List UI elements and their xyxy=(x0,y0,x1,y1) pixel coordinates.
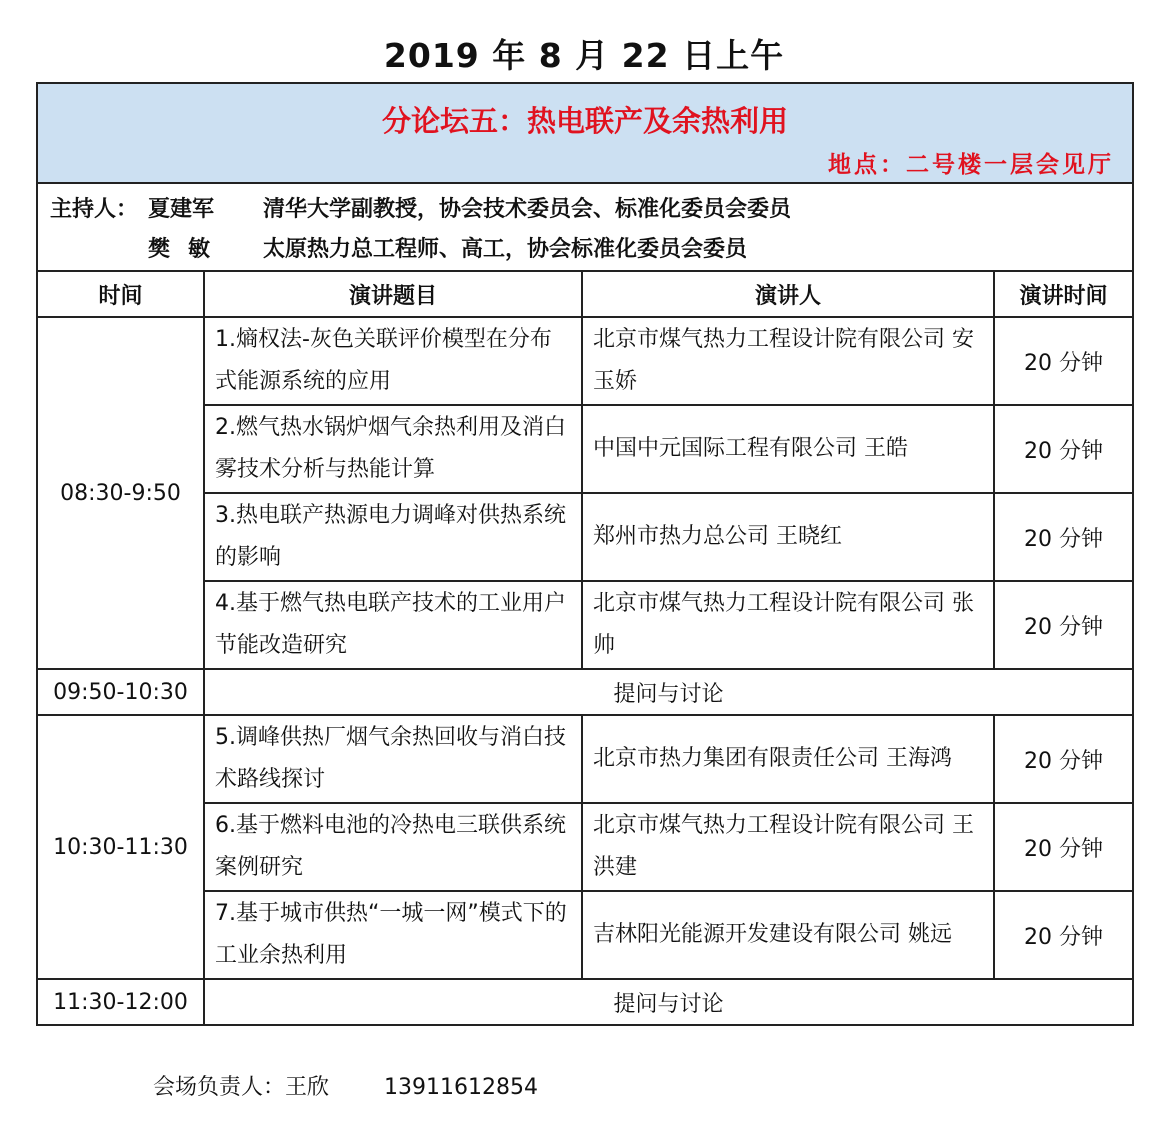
talk-topic: 7.基于城市供热“一城一网”模式下的工业余热利用 xyxy=(204,891,582,979)
talk-duration: 20 分钟 xyxy=(994,493,1133,581)
host-line xyxy=(38,227,1132,267)
talk-speaker: 北京市煤气热力工程设计院有限公司 安玉娇 xyxy=(582,317,994,405)
host-title: 清华大学副教授，协会技术委员会、标准化委员会委员 xyxy=(263,196,792,222)
talk-speaker: 郑州市热力总公司 王晓红 xyxy=(582,493,994,581)
header-time: 时间 xyxy=(37,271,204,317)
forum-banner-row xyxy=(37,83,1133,183)
talk-duration: 20 分钟 xyxy=(994,715,1133,803)
host-name: 樊敏 xyxy=(148,236,229,262)
session-time: 10:30-11:30 xyxy=(37,715,204,979)
venue-contact xyxy=(153,1070,538,1101)
header-speaker: 演讲人 xyxy=(582,271,994,317)
venue-label: 地点：二号楼一层会见厅 xyxy=(828,152,1115,178)
forum-banner xyxy=(37,83,1133,183)
discussion-row xyxy=(37,669,1133,715)
header-topic: 演讲题目 xyxy=(204,271,582,317)
session-time: 08:30-9:50 xyxy=(37,317,204,669)
host-title: 太原热力总工程师、高工，协会标准化委员会委员 xyxy=(263,236,748,262)
talk-speaker: 北京市煤气热力工程设计院有限公司 张帅 xyxy=(582,581,994,669)
talk-speaker: 中国中元国际工程有限公司 王皓 xyxy=(582,405,994,493)
talk-speaker: 北京市热力集团有限责任公司 王海鸿 xyxy=(582,715,994,803)
discussion-time: 09:50-10:30 xyxy=(37,669,204,715)
hosts-block xyxy=(37,183,1133,271)
discussion-label: 提问与讨论 xyxy=(204,669,1133,715)
hosts-row xyxy=(37,183,1133,271)
header-duration: 演讲时间 xyxy=(994,271,1133,317)
table-row xyxy=(37,715,1133,803)
contact-phone: 13911612854 xyxy=(384,1075,538,1100)
talk-duration: 20 分钟 xyxy=(994,891,1133,979)
contact-label: 会场负责人：王欣 xyxy=(153,1075,330,1100)
talk-speaker: 吉林阳光能源开发建设有限公司 姚远 xyxy=(582,891,994,979)
talk-duration: 20 分钟 xyxy=(994,405,1133,493)
talk-speaker: 北京市煤气热力工程设计院有限公司 王洪建 xyxy=(582,803,994,891)
table-header-row xyxy=(37,271,1133,317)
talk-duration: 20 分钟 xyxy=(994,581,1133,669)
talk-topic: 5.调峰供热厂烟气余热回收与消白技术路线探讨 xyxy=(204,715,582,803)
talk-topic: 3.热电联产热源电力调峰对供热系统的影响 xyxy=(204,493,582,581)
host-prefix: 主持人： xyxy=(50,196,139,222)
talk-topic: 6.基于燃料电池的冷热电三联供系统案例研究 xyxy=(204,803,582,891)
talk-duration: 20 分钟 xyxy=(994,317,1133,405)
page-title: 2019 年 8 月 22 日上午 xyxy=(383,36,785,75)
discussion-label: 提问与讨论 xyxy=(204,979,1133,1025)
host-name: 夏建军 xyxy=(148,196,215,222)
talk-duration: 20 分钟 xyxy=(994,803,1133,891)
talk-topic: 2.燃气热水锅炉烟气余热利用及消白雾技术分析与热能计算 xyxy=(204,405,582,493)
table-row xyxy=(37,317,1133,405)
talk-topic: 4.基于燃气热电联产技术的工业用户节能改造研究 xyxy=(204,581,582,669)
discussion-time: 11:30-12:00 xyxy=(37,979,204,1025)
schedule-table xyxy=(36,82,1134,1026)
talk-topic: 1.熵权法-灰色关联评价模型在分布式能源系统的应用 xyxy=(204,317,582,405)
host-line xyxy=(38,187,1132,227)
discussion-row xyxy=(37,979,1133,1025)
forum-title: 分论坛五：热电联产及余热利用 xyxy=(382,104,789,138)
